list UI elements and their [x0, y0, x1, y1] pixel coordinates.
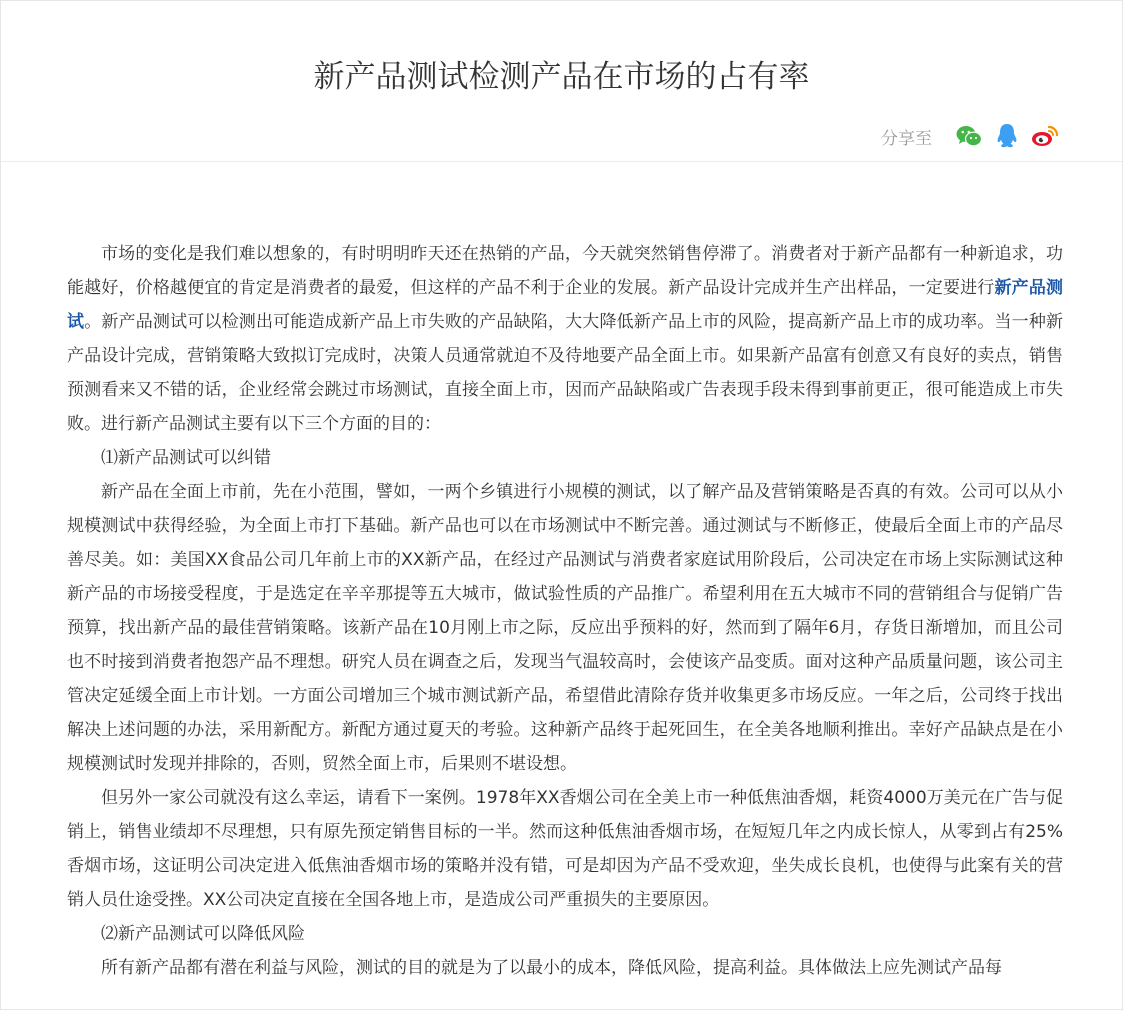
- paragraph-2: 新产品在全面上市前，先在小范围，譬如，一两个乡镇进行小规模的测试，以了解产品及营销策略是否真的有效。公司可以从小规模测试中获得经验，为全面上市打下基础。新产品也可以在市场测试中不断完善。通过测试与不断修正，使最后全面上市的产品尽善尽美。如：美国XX食品公司几年前上市的XX新产品，在经过产品测试与消费者家庭试用阶段后，公司决定在市场上实际测试这种新产品的市场接受程度，于是选定在辛辛那提等五大城市，做试验性质的产品推广。希望利用在五大城市不同的营销组合与促销广告预算，找出新产品的最佳营销策略。该新产品在10月刚上市之际，反应出乎预料的好，然而到了隔年6月，存货日渐增加，而且公司也不时接到消费者抱怨产品不理想。研究人员在调查之后，发现当气温较高时，会使该产品变质。面对这种产品质量问题，该公司主管决定延缓全面上市计划。一方面公司增加三个城市测试新产品，希望借此清除存货并收集更多市场反应。一年之后，公司终于找出解决上述问题的办法，采用新配方。新配方通过夏天的考验。这种新产品终于起死回生，在全美各地顺利推出。幸好产品缺点是在小规模测试时发现并排除的，否则，贸然全面上市，后果则不堪设想。: [67, 482, 1063, 774]
- share-bar: [881, 121, 1060, 151]
- keyword-link[interactable]: 新产品测试: [67, 278, 1064, 332]
- article-body: [67, 237, 1063, 985]
- paragraph-4: 所有新产品都有潜在利益与风险，测试的目的就是为了以最小的成本，降低风险，提高利益。具体做法上应先测试产品每: [101, 958, 1002, 978]
- section-heading-2: ⑵新产品测试可以降低风险: [101, 924, 305, 944]
- paragraph-3: 但另外一家公司就没有这么幸运，请看下一案例。1978年XX香烟公司在全美上市一种低焦油香烟，耗资4000万美元在广告与促销上，销售业绩却不尽理想，只有原先预定销售目标的一半。然而这种低焦油香烟市场，在短短几年之内成长惊人，从零到占有25%香烟市场，这证明公司决定进入低焦油香烟市场的策略并没有错，可是却因为产品不受欢迎，坐失成长良机，也使得与此案有关的营销人员仕途受挫。XX公司决定直接在全国各地上市，是造成公司严重损失的主要原因。: [67, 788, 1063, 910]
- paragraph-intro-text-end: 。新产品测试可以检测出可能造成新产品上市失败的产品缺陷，大大降低新产品上市的风险，提高新产品上市的成功率。当一种新产品设计完成，营销策略大致拟订完成时，决策人员通常就迫不及待地要产品全面上市。如果新产品富有创意又有良好的卖点，销售预测看来又不错的话，企业经常会跳过市场测试，直接全面上市，因而产品缺陷或广告表现手段未得到事前更正，很可能造成上市失败。进行新产品测试主要有以下三个方面的目的：: [67, 312, 1064, 434]
- weibo-icon[interactable]: [1030, 121, 1060, 151]
- paragraph-intro-text-start: 市场的变化是我们难以想象的，有时明明昨天还在热销的产品，今天就突然销售停滞了。消费者对于新产品都有一种新追求，功能越好，价格越便宜的肯定是消费者的最爱，但这样的产品不利于企业的发展。新产品设计完成并生产出样品，一定要进行: [67, 244, 1063, 298]
- qq-icon[interactable]: [992, 121, 1022, 151]
- section-heading-1: ⑴新产品测试可以纠错: [101, 448, 271, 468]
- wechat-icon[interactable]: [954, 121, 984, 151]
- share-label: 分享至: [881, 128, 932, 149]
- article-header: [1, 1, 1122, 162]
- article-title: 新产品测试检测产品在市场的占有率: [313, 59, 810, 95]
- paragraph-intro: [67, 237, 1063, 441]
